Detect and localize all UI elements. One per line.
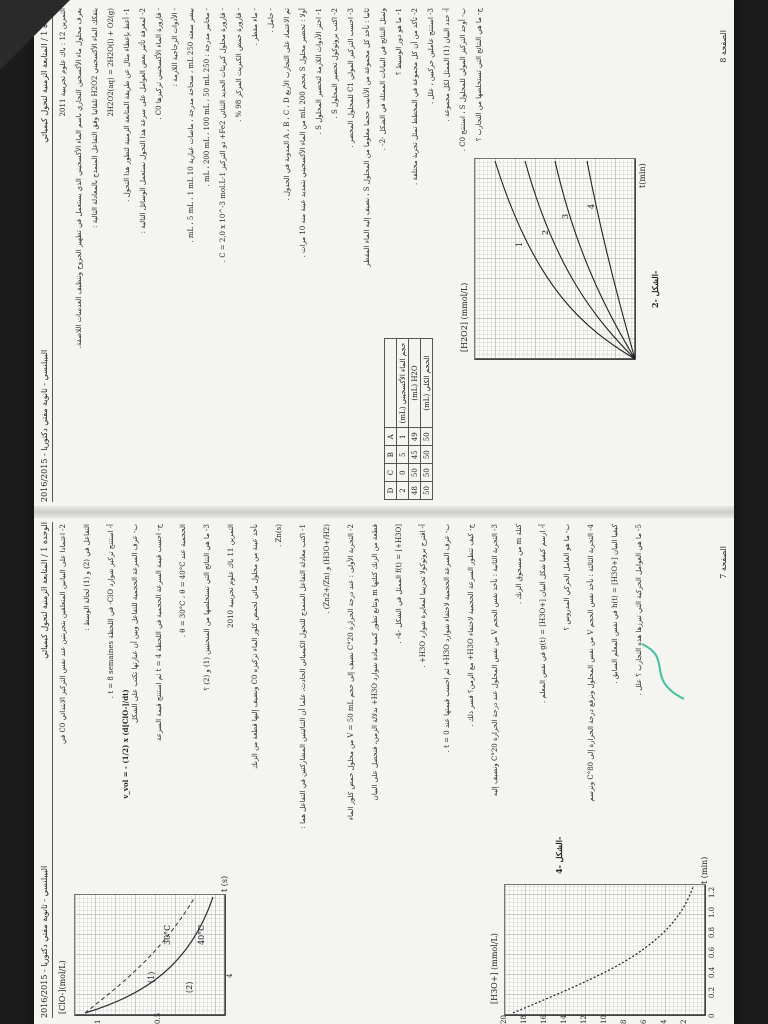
text-line: - ماء مقطر . bbox=[251, 8, 259, 46]
graph2-ytick: 20 bbox=[500, 1015, 508, 1024]
text-line: 3- ما هي النتائج التي تستخلصها من المنحنيين (1) و (2) ؟ bbox=[203, 524, 211, 691]
text-line: - مخابير مدرجة : 250 mL ، 200 mL ، 100 mL ، 50 mL . bbox=[203, 8, 211, 187]
text-line: ج- احسب قيمة السرعة الحجمية في اللحظة t = 4 ثم استنتج قيمة السرعة bbox=[155, 524, 163, 741]
graph2-ytick: 14 bbox=[560, 1015, 568, 1024]
text-line: تم الاعتماد على التجارب الأربع A ، B ، C ، D المدونة في الجدول . bbox=[283, 8, 291, 201]
graph2-ytick: 10 bbox=[600, 1015, 608, 1024]
text-line: 1- أعط بإعطاء مثال عن طريقة المتابعة الزمنية لتطور هذا التحول . bbox=[123, 8, 131, 202]
graph1-curve-label-30: 30°C bbox=[163, 924, 172, 945]
text-line: أ- استنتج تركيز شوارد ClO- في اللحظة t = 8 semaines . bbox=[107, 524, 115, 699]
graph2-ytick: 12 bbox=[580, 1015, 588, 1024]
table-header-cell: A bbox=[385, 428, 397, 446]
graph-h3o-concentration bbox=[504, 884, 706, 1016]
graph3-curve-label: 3 bbox=[561, 213, 570, 219]
text-line: Zn(s) . bbox=[275, 524, 283, 547]
graph2-ylabel: [H3O+] (mmol/L) bbox=[490, 933, 499, 1004]
text-line: ب- عرف السرعة الحجمية للتفاعل وبين أن عبارتها تكتب على الشكل bbox=[131, 524, 139, 723]
text-line: كتلة m من مسحوق الزنك . bbox=[515, 524, 523, 604]
graph2-xlabel: t (min) bbox=[700, 856, 709, 884]
text-line: 2- لمعرفة تأثير بعض العوامل على سرعة هذا التحول نستعمل الوسائل التالية : bbox=[139, 8, 147, 234]
text-line: الحجمية عند θ = 30°C ، θ = 40°C . bbox=[179, 524, 187, 638]
text-line: 2- اكتب بروتوكول تحضير المحلول S . bbox=[331, 8, 339, 119]
text-line: ب- ما هو العامل الحركي المدروس ؟ bbox=[563, 524, 571, 631]
graph3-curve-label: 4 bbox=[587, 203, 596, 209]
graph2-ytick: 8 bbox=[620, 1019, 628, 1024]
graph1-xtick: 4 bbox=[226, 973, 234, 978]
graph1-ylabel: [ClO-](mol/L) bbox=[58, 960, 67, 1014]
table-cell: 50 bbox=[421, 482, 433, 500]
text-line: - الأدوات الزجاجية اللازمة : bbox=[171, 8, 179, 87]
curve-3 bbox=[555, 161, 635, 359]
text-line: - قارورة حمض الكبريت المركز 98 % . bbox=[235, 8, 243, 122]
graph2-xtick: 0.6 bbox=[708, 946, 716, 958]
table-cell: 50 bbox=[421, 464, 433, 482]
text-line: يعرف محلول ماء الأكسجين التجاري باسم الماء الأكسجيني الذي يستعمل في تطهير الجروح وتنظيف العدسات اللاصقة. bbox=[75, 8, 83, 349]
graph2-xtick: 1.2 bbox=[708, 886, 716, 898]
graph1-ytick: 0.5 bbox=[154, 1012, 162, 1024]
figure-4-label: الشكل -4- bbox=[554, 836, 564, 874]
table-header-cell: B bbox=[385, 446, 397, 464]
graph-h2o2-concentration bbox=[474, 158, 636, 360]
text-line: 3- استنتج عاملين حركيين ، علل . bbox=[427, 8, 435, 105]
text-line: ب- عرف السرعة الحجمية لاختفاء شوارد H3O+ ثم احسب قيمتها عند t = 0 . bbox=[443, 524, 451, 753]
text-line: - حامل . bbox=[267, 8, 275, 33]
text-line: كيفيا البيان h(t) = [H3O+] في نفس المعلم السابق . bbox=[611, 524, 619, 684]
graph2-ytick: 4 bbox=[660, 1019, 668, 1024]
text-line: 2- التجربة الأولى : عند درجة الحرارة 20°C نضيف إلى حجم V = 50 mL من محلول حمض كلور الماء bbox=[347, 524, 355, 821]
text-line: التمرين 12 : باك علوم تجريبية 2011 bbox=[59, 8, 67, 117]
table-header-row bbox=[385, 338, 397, 499]
header-left: 2016/2015 - البيبلنسي - ثانوية مفتي دكتوريا bbox=[40, 865, 49, 1018]
text-line: 2- تأكد من أن كل مجموعة في المخطط تمثل تجربة مختلفة . bbox=[411, 8, 419, 185]
graph2-xtick: 1.0 bbox=[708, 906, 716, 918]
table-row bbox=[421, 338, 433, 499]
graph2-xtick: 0.8 bbox=[708, 926, 716, 938]
page-7-header bbox=[38, 522, 53, 1018]
text-line: 2- اعتمادا على البيانين المتعلقين بتجربتين عند نفس التركيز الابتدائي C0 في bbox=[59, 524, 67, 744]
graph1-curve-label-40: 40°C bbox=[197, 924, 206, 945]
page-8-footer: الصفحة 8 bbox=[719, 30, 728, 63]
text-line: 2H2O2(aq) = 2H2O(l) + O2(g) bbox=[107, 8, 115, 117]
curve-30c bbox=[85, 897, 195, 1013]
table-row bbox=[397, 338, 409, 499]
graph3-xlabel: t(min) bbox=[638, 163, 647, 188]
text-line: 1- ما هو دور الوسيط ؟ bbox=[395, 8, 403, 76]
table-cell: 48 bbox=[409, 482, 421, 500]
text-line: - قارورة الماء الأكسجيني تركيزها C0 . bbox=[155, 8, 163, 120]
header-right: الوحدة 1 / المتابعة الزمنية لتحول كيميائي bbox=[40, 6, 49, 143]
page-7 bbox=[34, 516, 734, 1024]
graph2-xtick: 0.4 bbox=[708, 966, 716, 978]
text-line: أ- اقترح بروتوكولا تجريبيا لمعايرة شوارد H3O+ . bbox=[419, 524, 427, 668]
green-annotation bbox=[634, 624, 694, 704]
book-spread bbox=[34, 0, 734, 1024]
table-cell: 0 bbox=[397, 464, 409, 482]
text-line: 1- اختر الأدوات اللازمة لتحضير المحلول S . bbox=[315, 8, 323, 135]
torn-corner bbox=[0, 0, 70, 70]
text-line: 4- التجربة الثالثة : نأخذ نفس الحجم V من نفس المحلول ونرفع درجة الحرارة إلى 80°C ونرسم bbox=[587, 524, 595, 802]
text-line: بيشر سعته 250 mL ، سحاحة مدرجة ، ماصات عيارية 10 mL ، 5 mL ، 1 mL . bbox=[187, 8, 195, 243]
graph1-xlabel: t (s) bbox=[220, 875, 229, 892]
text-line: ثانيا : نأخذ كل مجموعة من الأنابيب حجما معلوما من المحلول S ، نضيف إليه الماء المقطر bbox=[363, 8, 371, 267]
text-line: 3- التجربة الثانية : نأخذ نفس الحجم V من نفس المحلول عند درجة الحرارة 20°C ونضيف إليه bbox=[491, 524, 499, 797]
graph3-svg bbox=[475, 159, 635, 359]
page-8 bbox=[34, 0, 734, 508]
table-cell: 50 bbox=[421, 446, 433, 464]
table-cell: (mL) H2O bbox=[409, 338, 421, 428]
text-line: ب- أوجد التركيز المولي للمحلول S ، استنتج C0 . bbox=[459, 8, 467, 152]
formula-volumic-speed: v_vol = - (1/2) x (d[ClO-]/dt) bbox=[121, 689, 130, 799]
header-right: الوحدة 1 / المتابعة الزمنية لتحول كيميائي bbox=[40, 522, 49, 659]
graph-clo-concentration bbox=[74, 894, 226, 1016]
table-cell: (mL) حجم الماء الأكسجيني bbox=[397, 338, 409, 428]
page-8-header bbox=[38, 6, 53, 502]
graph2-xtick: 0 bbox=[708, 1013, 716, 1018]
text-line: 5- ما هي العوامل الحركية التي تبرزها هذه التجارب ؟ علل . bbox=[635, 524, 643, 696]
text-line: ج- ما هي النتائج التي تستخلصها من التجارب ؟ bbox=[475, 8, 483, 142]
table-header-cell: C bbox=[385, 464, 397, 482]
figure-2-label: الشكل -2- bbox=[650, 270, 660, 308]
text-line: وتمثل النتائج في البيانات الممثلة في الشكل -2- . bbox=[379, 8, 387, 151]
text-line: أ- حدد البيان (1) الممثل لكل مجموعة . bbox=[443, 8, 451, 122]
graph2-xtick: 0.2 bbox=[708, 986, 716, 998]
graph3-ylabel: [H2O2] (mmol/L) bbox=[460, 282, 469, 352]
curve-1 bbox=[495, 161, 635, 359]
graph2-ytick: 18 bbox=[520, 1015, 528, 1024]
text-line: قطعة من الزنك كتلتها m ونتابع تطور كمية مادة شوارد H3O+ بدلالة الزمن، فنحصل على البيان bbox=[371, 524, 379, 801]
graph2-ytick: 16 bbox=[540, 1015, 548, 1024]
curve-h3o bbox=[513, 887, 693, 1013]
table-row bbox=[409, 338, 421, 499]
table-header-cell: D bbox=[385, 482, 397, 500]
graph3-curve-label: 1 bbox=[515, 241, 524, 247]
experiments-table bbox=[384, 338, 433, 500]
text-line: أولا : تحضير محلول S بحجم 200 mL من الماء الأكسجيني بتمديد عينة منه 10 مرات . bbox=[299, 8, 307, 258]
curve-4 bbox=[587, 161, 635, 359]
text-line: (H3O+/H2) و (Zn2+/Zn) . bbox=[323, 524, 331, 614]
table-cell: 2 bbox=[397, 482, 409, 500]
graph1-curve-label-2: (2) bbox=[185, 981, 194, 993]
text-line: - قارورة محلول كبريتات الحديد الثنائي Fe2+ ذو التركيز C = 2,0 x 10^-3 mol.L-1 . bbox=[219, 8, 227, 263]
table-cell: 50 bbox=[421, 428, 433, 446]
curve-40c bbox=[85, 897, 213, 1013]
graph1-svg bbox=[75, 895, 225, 1015]
text-line: التفاعل في (2) و (1) لحالة الوسط : bbox=[83, 524, 91, 631]
text-line: أ- ارسم كيفيا شكل البيان g(t) = [H3O+] في نفس المعلم . bbox=[539, 524, 547, 704]
table-cell: 5 bbox=[397, 446, 409, 464]
graph1-ytick: 1 bbox=[94, 1019, 102, 1024]
text-line: ج- كيف تتطور السرعة الحجمية لاختفاء H3O+ مع الزمن؟ فسر ذلك . bbox=[467, 524, 475, 727]
page-7-footer: الصفحة 7 bbox=[719, 546, 728, 579]
table-cell: (mL) الحجم الكلي bbox=[421, 338, 433, 428]
graph1-curve-label-1: (1) bbox=[147, 971, 156, 983]
text-line: 1- اكتب معادلة التفاعل المنمذج للتحول الكيميائي الحادث، علما أن الثنائيتين المشاركتين في التفاعل هما : bbox=[299, 524, 307, 829]
text-line: يتفكك الماء الأكسجيني H2O2 تلقائيا وفق التفاعل المنمذج بالمعادلة التالية : bbox=[91, 8, 99, 228]
graph2-ytick: 2 bbox=[680, 1019, 688, 1024]
table-cell: 50 bbox=[409, 464, 421, 482]
text-line: 3- احسب التركيز المولي C1 للمحلول المحضر . bbox=[347, 8, 355, 148]
table-cell: 49 bbox=[409, 428, 421, 446]
text-line: التمرين 11 باك علوم تجريبية 2010 bbox=[227, 524, 235, 628]
header-left: 2016/2015 - البيبلنسي - ثانوية مفتي دكتوريا bbox=[40, 349, 49, 502]
table-cell: 1 bbox=[397, 428, 409, 446]
text-line: [H3O+] = f(t) الممثل في الشكل -4- . bbox=[395, 524, 403, 644]
graph2-svg bbox=[505, 885, 705, 1015]
table-cell: 45 bbox=[409, 446, 421, 464]
graph2-ytick: 6 bbox=[640, 1019, 648, 1024]
text-line: نأخذ عينة من محلول مائي لحمض كلور الماء تركيزه C0 ونضيف إليها قطعة من الزنك bbox=[251, 524, 259, 769]
graph3-curve-label: 2 bbox=[541, 229, 550, 235]
